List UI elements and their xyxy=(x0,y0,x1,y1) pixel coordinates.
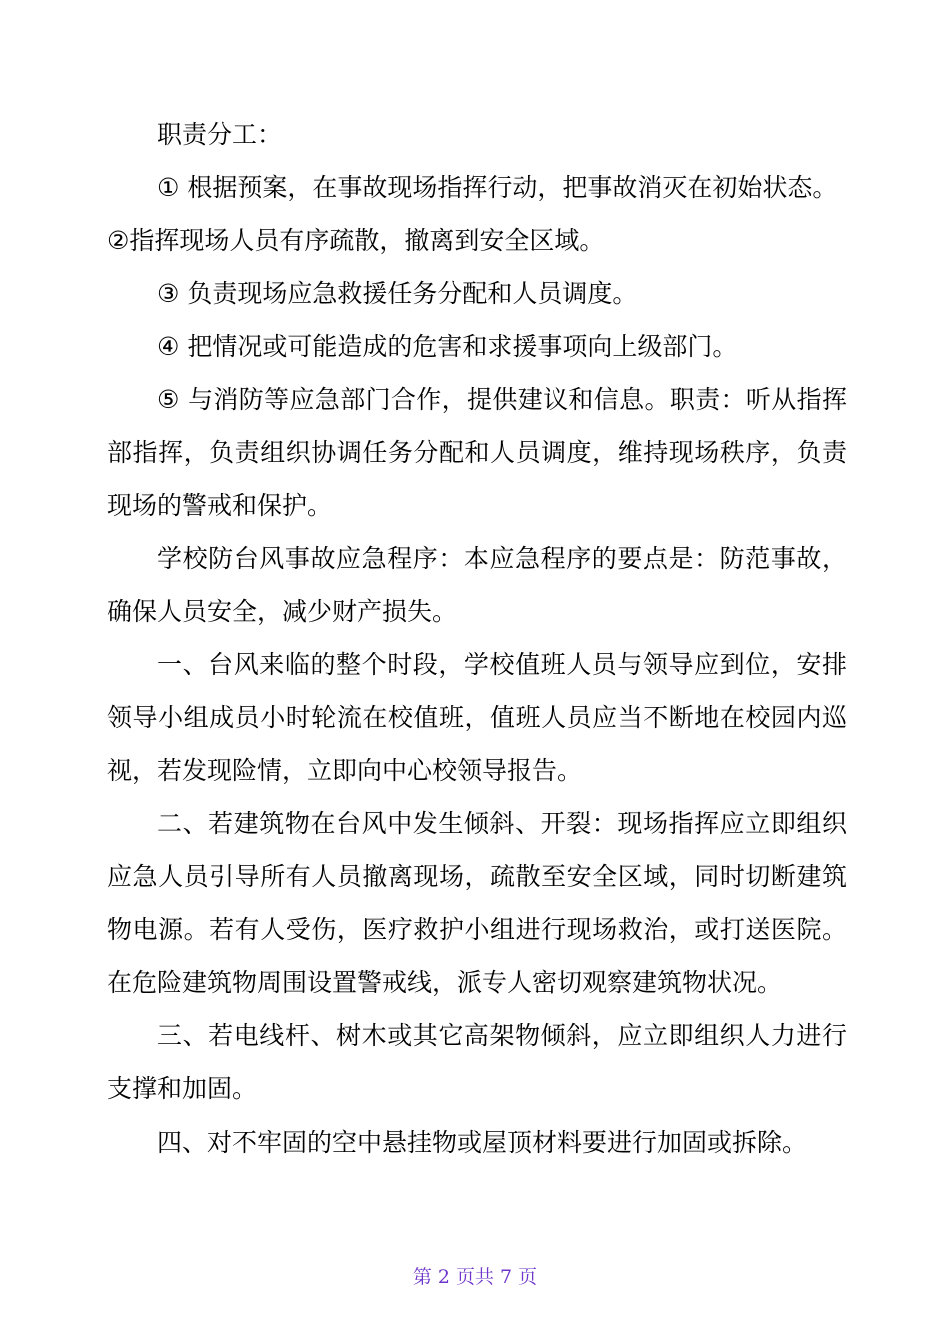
paragraph-step-1: 一、台风来临的整个时段，学校值班人员与领导应到位，安排领导小组成员小时轮流在校值班，值班人员应当不断地在校园内巡视，若发现险情，立即向中心校领导报告。 xyxy=(107,650,847,785)
paragraph-step-3: 三、若电线杆、树木或其它高架物倾斜，应立即组织人力进行支撑和加固。 xyxy=(107,1021,847,1103)
paragraph-duties-heading: 职责分工： xyxy=(157,120,283,149)
paragraph-duty-2: ②指挥现场人员有序疏散，撤离到安全区域。 xyxy=(107,226,605,255)
paragraph-duty-4: ④ 把情况或可能造成的危害和求援事项向上级部门。 xyxy=(157,332,738,361)
paragraph-step-4: 四、对不牢固的空中悬挂物或屋顶材料要进行加固或拆除。 xyxy=(157,1128,808,1157)
paragraph-duty-1: ① 根据预案，在事故现场指挥行动，把事故消灭在初始状态。 xyxy=(157,173,838,202)
document-body xyxy=(107,108,847,1165)
paragraph-duty-3: ③ 负责现场应急救援任务分配和人员调度。 xyxy=(157,279,638,308)
paragraph-typhoon-procedure: 学校防台风事故应急程序：本应急程序的要点是：防范事故，确保人员安全，减少财产损失。 xyxy=(107,544,847,626)
page-number-footer: 第 2 页共 7 页 xyxy=(412,1266,538,1288)
paragraph-duty-5: ⑤ 与消防等应急部门合作，提供建议和信息。职责：听从指挥部指挥，负责组织协调任务分配和人员调度，维持现场秩序，负责现场的警戒和保护。 xyxy=(107,385,847,520)
paragraph-step-2: 二、若建筑物在台风中发生倾斜、开裂：现场指挥应立即组织应急人员引导所有人员撤离现场，疏散至安全区域，同时切断建筑物电源。若有人受伤，医疗救护小组进行现场救治，或打送医院。在危险建筑物周围设置警戒线，派专人密切观察建筑物状况。 xyxy=(107,809,847,997)
